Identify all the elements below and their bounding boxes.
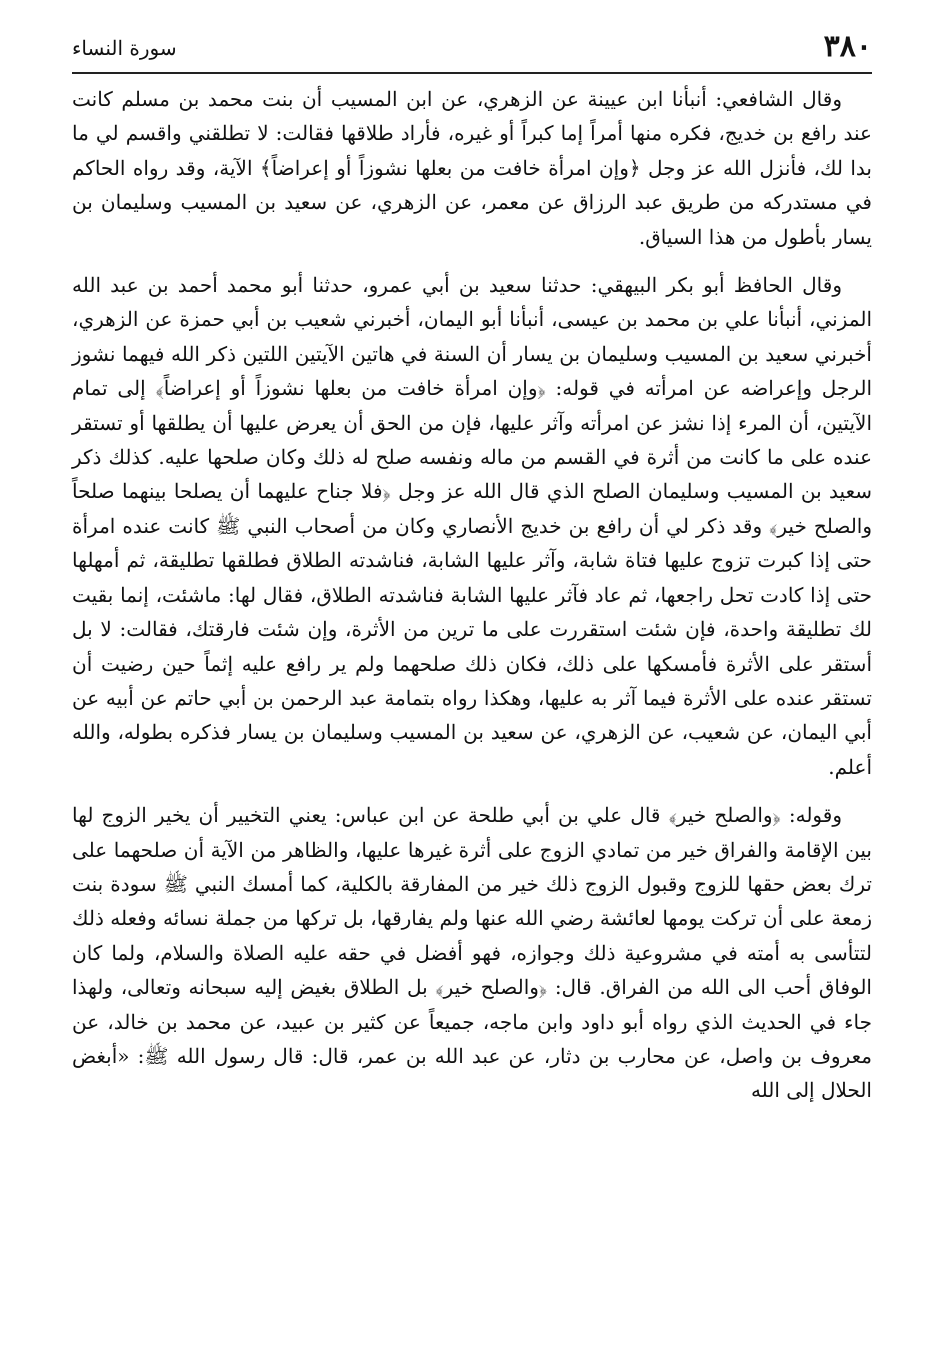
paragraph-bayhaqi-narration: وقال الحافظ أبو بكر البيهقي: حدثنا سعيد بن أبي عمرو، حدثنا أبو محمد أحمد بن عبد الله المزني، أنبأنا علي بن محمد بن عيسى، أنبأنا أبو اليمان، أخبرني شعيب بن أبي حمزة عن الزهري، أخبرني سعيد بن المسيب وسليمان بن يسار أن السنة في هاتين الآيتين اللتين ذكر الله فيهما نشوز الرجل وإعراضه عن امرأته في قوله: ﴿وإن امرأة خافت من بعلها نشوزاً أو إعراضاً﴾ إلى تمام الآيتين، أن المرء إذا نشز عن امرأته وآثر عليها، فإن من الحق أن يعرض عليها أن يطلقها أو تستقر عنده على ما كانت من أثرة في القسم من ماله ونفسه صلح له ذلك وكان صلحها عليه. كذلك ذكر سعيد بن المسيب وسليمان الصلح الذي قال الله عز وجل ﴿فلا جناح عليهما أن يصلحا بينهما صلحاً والصلح خير﴾ وقد ذكر لي أن رافع بن خديج الأنصاري وكان من أصحاب النبي ﷺ كانت عنده امرأة حتى إذا كبرت تزوج عليها فتاة شابة، وآثر عليها الشابة، فناشدته الطلاق فطلقها تطليقة، ثم أمهلها حتى إذا كادت تحل راجعها، ثم عاد فآثر عليها الشابة فناشدته الطلاق، فقال لها: ماشئت، إنما بقيت لك تطليقة واحدة، فإن شئت استقررت على ما ترين من الأثرة، وإن شئت فارقتك، فقالت: لا بل أستقر على الأثرة فأمسكها على ذلك، فكان ذلك صلحهما ولم ير رافع عليه إثماً حين رضيت أن تستقر عنده على الأثرة فيما آثر به عليها، وهكذا رواه بتمامة عبد الرحمن بن أبي حاتم عن أبيه عن أبي اليمان، عن شعيب، عن الزهري، عن سعيد بن المسيب وسليمان بن يسار فذكره بطوله، والله أعلم. — [72, 273, 872, 779]
page-header — [72, 30, 872, 70]
paragraph-shafii-narration: وقال الشافعي: أنبأنا ابن عيينة عن الزهري، عن ابن المسيب أن بنت محمد بن مسلم كانت عند رافع بن خديج، فكره منها أمراً إما كبراً أو غيره، فأراد طلاقها فقالت: لا تطلقني واقسم لي ما بدا لك، فأنزل الله عز وجل ﴿وإن امرأة خافت من بعلها نشوزاً أو إعراضاً﴾ الآية، وقد رواه الحاكم في مستدركه من طريق عبد الرزاق عن معمر، عن الزهري، عن سعيد بن المسيب وسليمان بن يسار بأطول من هذا السياق. — [72, 87, 873, 249]
surah-title: سورة النساء — [72, 36, 177, 60]
header-divider — [72, 72, 872, 74]
page-number: ٣٨٠ — [823, 29, 872, 64]
page-body — [72, 82, 872, 1108]
paragraph-sulh-khayr: وقوله: ﴿والصلح خير﴾ قال علي بن أبي طلحة عن ابن عباس: يعني التخيير أن يخير الزوج لها بين الإقامة والفراق خير من تمادي الزوج على أثرة غيرها عليها، والظاهر من الآية أن صلحهما على ترك بعض حقها للزوج وقبول الزوج ذلك خير من المفارقة بالكلية، كما أمسك النبي ﷺ سودة بنت زمعة على أن تركت يومها لعائشة رضي الله عنها ولم يفارقها، بل تركها من جملة نسائه وفعله ذلك لتتأسى به أمته في مشروعية ذلك وجوازه، فهو أفضل في حقه عليه الصلاة والسلام، ولما كان الوفاق أحب الى الله من الفراق. قال: ﴿والصلح خير﴾ بل الطلاق بغيض إليه سبحانه وتعالى، ولهذا جاء في الحديث الذي رواه أبو داود وابن ماجه، جميعاً عن كثير بن عبيد، عن محمد بن خالد، عن معروف بن واصل، عن محارب بن دثار، عن عبد الله بن عمر، قال: قال رسول الله ﷺ: «أبغض الحلال إلى الله — [72, 803, 872, 1103]
